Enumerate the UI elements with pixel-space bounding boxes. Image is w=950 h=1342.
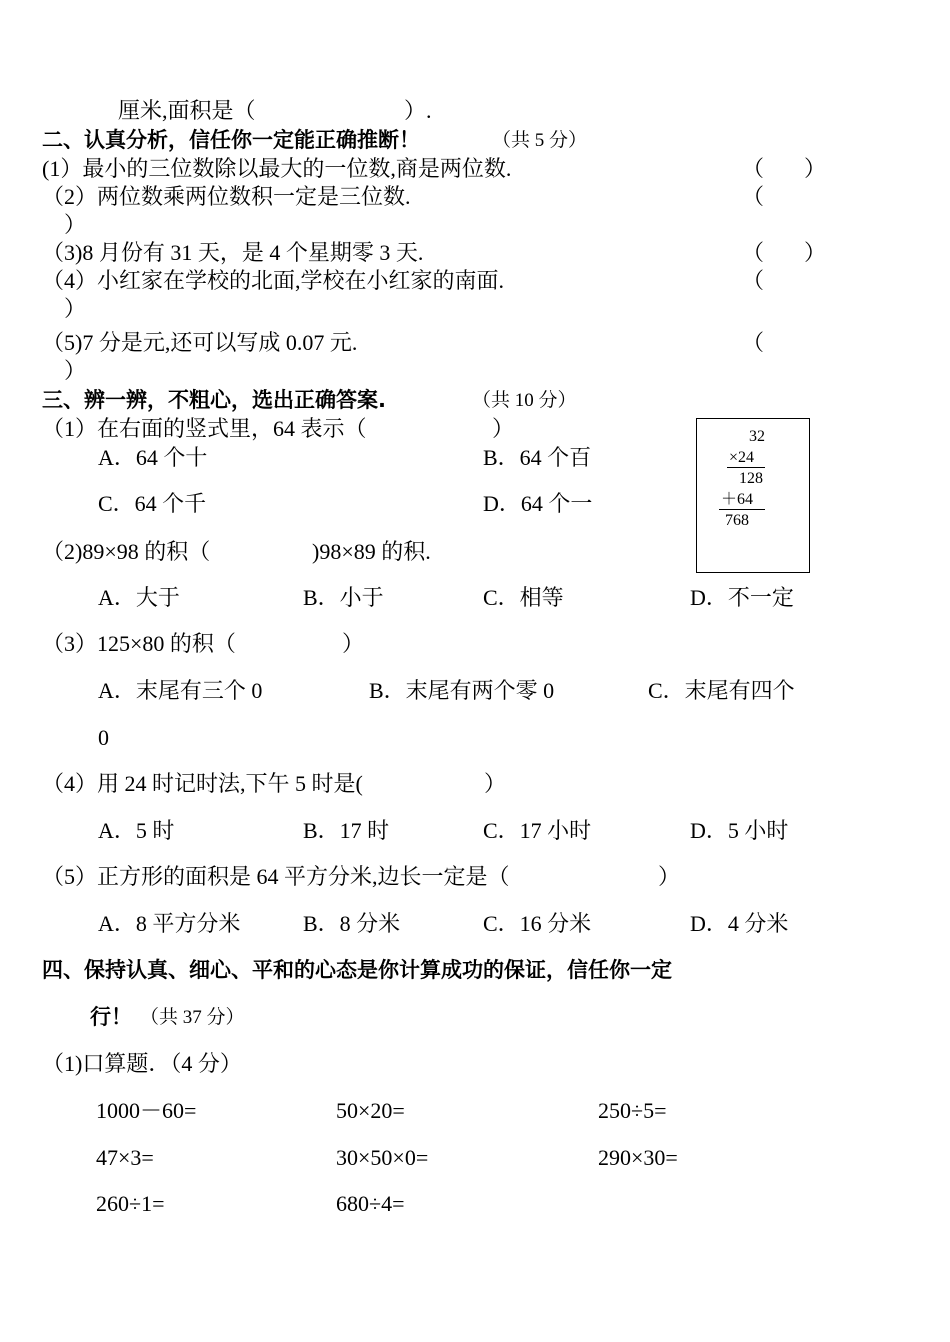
judge-item-4-paren-open[interactable]: （ (742, 268, 765, 293)
choice-q3-option-b[interactable]: B．末尾有两个零 0 (369, 678, 555, 703)
choice-q5-stem: （5）正方形的面积是 64 平方分米,边长一定是（ (42, 864, 510, 889)
choice-q5-option-b[interactable]: B．8 分米 (303, 911, 401, 936)
choice-q1-close: ） (492, 416, 515, 441)
section-2-title: 二、认真分析，信任你一定能正确推断！ (42, 128, 420, 152)
calc-underline-1 (727, 467, 765, 468)
judge-item-4-paren-close: ） (64, 296, 87, 321)
choice-q4-stem: （4）用 24 时记时法,下午 5 时是( (42, 771, 363, 796)
calc-underline-2 (719, 509, 765, 510)
calc-partial-1: 128 (739, 470, 763, 487)
choice-q2-option-d[interactable]: D．不一定 (690, 585, 794, 610)
choice-q1-stem: （1）在右面的竖式里，64 表示（ (42, 416, 367, 441)
choice-q5-option-a[interactable]: A．8 平方分米 (98, 911, 241, 936)
oral-calc-r2-c1: 47×3= (96, 1145, 154, 1170)
judge-item-3-paren-close: ） (804, 240, 827, 265)
calc-multiplier: ×24 (729, 449, 755, 466)
judge-item-5-paren-close: ） (64, 358, 87, 383)
choice-q3-option-a[interactable]: A．末尾有三个 0 (98, 678, 263, 703)
oral-calc-subtitle: （1)口算题．（4 分） (42, 1051, 242, 1076)
choice-q1-option-c[interactable]: C．64 个千 (98, 491, 207, 516)
choice-q4-close: ） (484, 771, 507, 796)
judge-item-3-paren-open[interactable]: （ (742, 240, 765, 265)
oral-calc-r1-c2: 50×20= (336, 1098, 405, 1123)
choice-q1-option-d[interactable]: D．64 个一 (483, 491, 593, 516)
choice-q2-option-a[interactable]: A．大于 (98, 585, 180, 610)
section-4-title-line-1: 四、保持认真、细心、平和的心态是你计算成功的保证，信任你一定 (42, 958, 672, 982)
choice-q3-close: ） (342, 631, 365, 656)
oral-calc-r1-c1: 1000－60= (96, 1098, 197, 1123)
judge-item-2-paren-open[interactable]: （ (742, 184, 765, 209)
oral-calc-r2-c3: 290×30= (598, 1145, 678, 1170)
choice-q1-option-b[interactable]: B．64 个百 (483, 445, 592, 470)
choice-q4-option-a[interactable]: A．5 时 (98, 818, 175, 843)
oral-calc-r2-c2: 30×50×0= (336, 1145, 429, 1170)
choice-q5-option-c[interactable]: C．16 分米 (483, 911, 592, 936)
oral-calc-r1-c3: 250÷5= (598, 1098, 667, 1123)
choice-q4-option-d[interactable]: D．5 小时 (690, 818, 789, 843)
judge-item-1-paren-open[interactable]: （ (742, 156, 765, 181)
choice-q2-option-c[interactable]: C．相等 (483, 585, 564, 610)
choice-q3-option-c[interactable]: C．末尾有四个 (648, 678, 795, 703)
judge-item-3: （3)8 月份有 31 天，是 4 个星期零 3 天. (42, 240, 424, 265)
choice-q2-option-b[interactable]: B．小于 (303, 585, 384, 610)
calc-multiplicand: 32 (749, 428, 765, 445)
choice-q2-close: )98×89 的积. (312, 539, 431, 564)
oral-calc-r3-c2: 680÷4= (336, 1191, 405, 1216)
section-3-score: （共 10 分） (472, 390, 577, 411)
section-2-score: （共 5 分） (492, 130, 588, 151)
vertical-multiplication-box (696, 418, 810, 573)
choice-q3-option-c-wrap: 0 (98, 725, 109, 750)
choice-q1-option-a[interactable]: A．64 个十 (98, 445, 208, 470)
judge-item-1-paren-close: ） (804, 156, 827, 181)
area-question-text: 厘米,面积是（ (118, 98, 256, 123)
section-3-title: 三、辨一辨，不粗心，选出正确答案. (42, 388, 386, 412)
choice-q4-option-b[interactable]: B．17 时 (303, 818, 390, 843)
calc-result: 768 (725, 512, 749, 529)
oral-calc-r3-c1: 260÷1= (96, 1191, 165, 1216)
choice-q3-stem: （3）125×80 的积（ (42, 631, 236, 656)
section-4-title-line-2: 行！ (90, 1005, 132, 1029)
choice-q2-stem: （2)89×98 的积（ (42, 539, 211, 564)
judge-item-2: （2）两位数乘两位数积一定是三位数. (42, 184, 411, 209)
judge-item-1: (1）最小的三位数除以最大的一位数,商是两位数. (42, 156, 512, 181)
judge-item-5: （5)7 分是元,还可以写成 0.07 元. (42, 330, 358, 355)
calc-partial-2: ＋64 (721, 491, 754, 508)
choice-q4-option-c[interactable]: C．17 小时 (483, 818, 592, 843)
choice-q5-option-d[interactable]: D．4 分米 (690, 911, 789, 936)
section-4-score: （共 37 分） (140, 1007, 245, 1028)
choice-q5-close: ） (658, 864, 681, 889)
judge-item-5-paren-open[interactable]: （ (742, 330, 765, 355)
judge-item-2-paren-close: ） (64, 212, 87, 237)
judge-item-4: （4）小红家在学校的北面,学校在小红家的南面. (42, 268, 505, 293)
area-answer-close: ）. (404, 98, 432, 123)
